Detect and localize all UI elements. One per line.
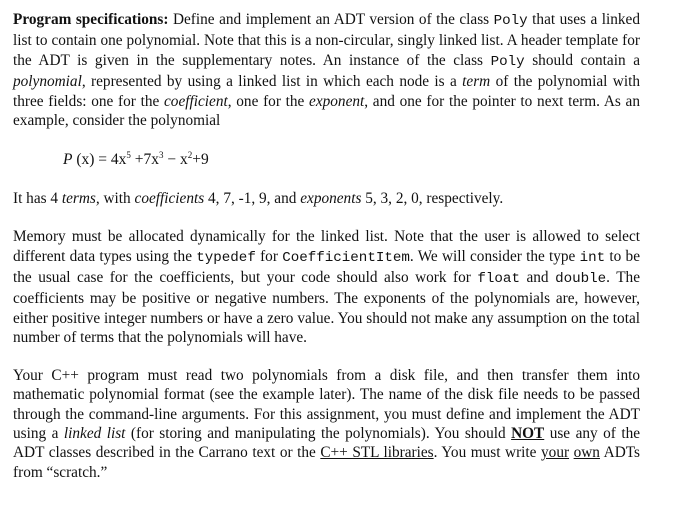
program-text: . You must write	[433, 444, 542, 462]
equation-text: − x	[163, 151, 188, 169]
typedef-code: typedef	[196, 249, 256, 266]
not-emphasis: NOT	[511, 424, 545, 442]
coefficient-term: coefficient	[164, 92, 228, 110]
float-code: float	[477, 271, 520, 288]
spec-text: of the polynomial with three fields: one for the	[13, 73, 641, 110]
spec-text: that uses a linked list to contain one polynomial. Note that this is a non-circular, singly linked list. A header template for the ADT is given in the supplementary notes. An instance of the class	[13, 11, 640, 69]
term-term: term	[462, 73, 491, 91]
double-code: double	[555, 271, 607, 288]
program-paragraph	[13, 366, 640, 482]
equation-text: (x) = 4x	[72, 151, 127, 169]
spec-heading: Program specifications:	[13, 11, 169, 28]
coefficient-item-code: CoefficientItem	[282, 249, 410, 266]
spec-text: should contain a	[524, 51, 640, 69]
memory-paragraph	[13, 227, 640, 347]
equation-text: +9	[192, 151, 209, 169]
class-name-code: Poly	[490, 53, 525, 70]
exponent-term: exponent	[309, 92, 365, 110]
document-body	[13, 10, 640, 482]
terms-description	[13, 189, 640, 208]
memory-text: and	[519, 269, 556, 287]
memory-text: . The coefficients may be positive or negative numbers. The exponents of the polynomials are, however, either positive integer numbers or have a zero value. You should not make any assumption on the total number of terms that the polynomials will have.	[13, 269, 640, 347]
program-text: (for storing and manipulating the polynomials). You should	[125, 424, 512, 442]
exponents-word: exponents	[300, 189, 362, 207]
spec-text: , represented by using a linked list in which each node is a	[81, 73, 463, 91]
coefficients-word: coefficients	[134, 189, 205, 207]
terms-text: 5, 3, 2, 0, respectively.	[361, 189, 504, 207]
equation-text: +7x	[130, 151, 160, 169]
linked-list-term: linked list	[63, 424, 126, 442]
terms-text: It has 4	[13, 189, 62, 207]
memory-text: to be the usual case for the coefficients, but your code should also work for	[13, 247, 640, 287]
equation-function-name: P	[63, 151, 73, 169]
exponent-superscript: 5	[126, 150, 131, 161]
program-text: use any of the ADT classes described in the Carrano text or the	[13, 424, 641, 462]
exponent-superscript: 3	[159, 150, 164, 161]
spec-text: , and one for the pointer to next term. As an example, consider the polynomial	[13, 92, 640, 130]
terms-text: with	[99, 189, 135, 207]
program-specifications-paragraph	[13, 10, 640, 130]
int-code: int	[579, 249, 606, 266]
memory-text: for	[255, 247, 283, 265]
spec-text: , one for the	[227, 92, 310, 110]
own-emphasis: own	[573, 444, 600, 462]
spec-text: Define and implement an ADT version of the class	[168, 11, 494, 28]
exponent-superscript: 2	[187, 150, 193, 161]
memory-text: Memory must be allocated dynamically for the linked list. Note that the user is allowed to select different data types using the	[13, 228, 640, 265]
terms-text: 4, 7, -1, 9, and	[204, 189, 301, 207]
program-text: ADTs from “scratch.”	[13, 444, 640, 481]
class-name-code: Poly	[493, 13, 528, 29]
polynomial-term: polynomial	[13, 73, 82, 91]
terms-word: terms,	[61, 189, 100, 207]
memory-text: . We will consider the type	[409, 247, 580, 265]
polynomial-equation	[63, 150, 640, 169]
your-emphasis: your	[541, 444, 570, 462]
program-text: Your C++ program must read two polynomials from a disk file, and then transfer them into mathematic polynomial format (see the example later). The name of the disk file needs to be passed through the command-line arguments. For this assignment, you must define and implement the ADT using a	[13, 366, 640, 442]
stl-libraries-link: C++ STL libraries	[320, 444, 434, 462]
